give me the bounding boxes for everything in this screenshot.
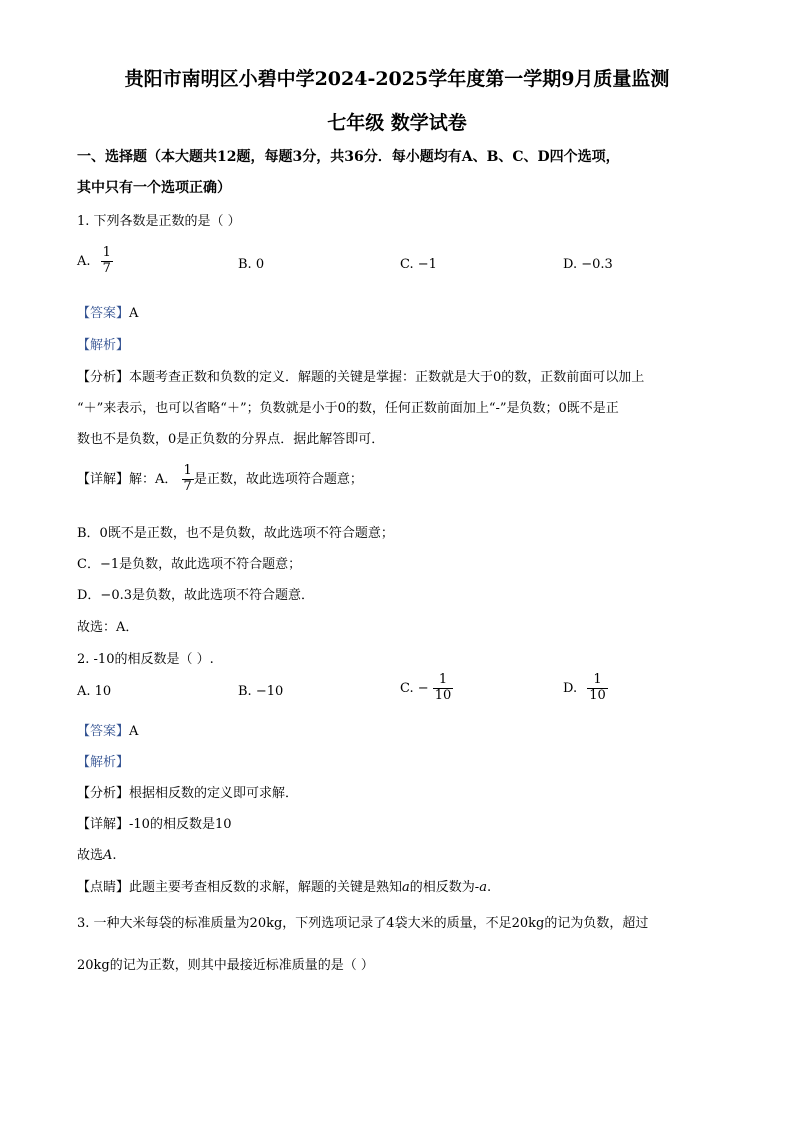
q2-option-c-fraction (433, 673, 454, 704)
q2-option-a: A. 10 (77, 684, 112, 699)
q2-option-d-fraction (587, 673, 608, 704)
q3-qty1: 20kg (249, 916, 283, 931)
dianjing-prefix: 此题主要考查相反数的求解，解题的关键是熟知 (129, 880, 403, 895)
q3-text-c: 的记为负数，超过 (544, 916, 649, 931)
q1-option-d: D. −0.3 (563, 257, 613, 272)
q3-qty3: 20kg (77, 958, 110, 973)
fenxi-text: 根据相反数的定义即可求解． (129, 786, 299, 801)
xiangjie-text: -10的相反数是10 (129, 817, 232, 832)
q3-text-a: 3. 一种大米每袋的标准质量为 (77, 916, 250, 931)
fraction-numerator: 1 (102, 245, 111, 260)
q1-fenxi-line3: 数也不是负数，0是正负数的分界点．据此解答即可． (77, 432, 385, 447)
q2-conclusion (77, 844, 117, 863)
fraction-numerator: 1 (183, 463, 192, 478)
q1-line-d: D．−0.3是负数，故此选项不符合题意． (77, 588, 314, 603)
fraction-denominator: 7 (102, 260, 111, 276)
q3-qty2: 20kg (511, 916, 545, 931)
xiangjie-suffix: 是正数，故此选项符合题意； (193, 471, 363, 487)
q2-option-d (563, 673, 608, 704)
q1-fenxi-line1 (77, 366, 644, 385)
q1-option-a-fraction (101, 246, 113, 277)
dianjing-suffix: . (486, 880, 492, 895)
xiangjie-tag: 【详解】 (77, 471, 130, 487)
q1-line-b: B．0既不是正数，也不是负数，故此选项不符合题意； (77, 526, 394, 541)
q2-dianjing (77, 876, 491, 895)
conclusion-prefix: 故选 (77, 848, 104, 863)
fraction-numerator: 1 (587, 673, 608, 689)
q1-fenxi-line2: “＋”来表示，也可以省略“＋”；负数就是小于0的数，任何正数前面加上“-”是负数；0既不是正 (77, 401, 619, 416)
q1-option-a-label: A. (77, 253, 91, 269)
fraction-numerator: 1 (433, 673, 454, 689)
q1-xiangjie (77, 464, 363, 495)
xiangjie-fraction (182, 464, 194, 495)
section-heading-line1: 一、选择题（本大题共12题，每题3分，共36分．每小题均有A、B、C、D四个选项， (77, 149, 620, 165)
xiangjie-tag: 【详解】 (77, 817, 130, 832)
document-title-line1: 贵阳市南明区小碧中学2024-2025学年度第一学期9月质量监测 (124, 68, 670, 90)
fenxi-text: 本题考查正数和负数的定义．解题的关键是掌握：正数就是大于0的数，正数前面可以加上 (129, 370, 645, 385)
q2-option-c (400, 673, 453, 704)
q3-stem-line2 (77, 954, 374, 973)
q1-line-c: C．−1是负数，故此选项不符合题意； (77, 557, 302, 572)
fraction-denominator: 10 (434, 687, 452, 703)
dianjing-tag: 【点睛】 (77, 880, 130, 895)
q2-option-b: B. −10 (238, 684, 284, 699)
q2-stem: 2. -10的相反数是（ ）. (77, 652, 214, 667)
dianjing-var2: a (479, 880, 487, 895)
q2-xiangjie (77, 813, 232, 832)
fraction-denominator: 10 (589, 687, 606, 703)
q1-conclusion: 故选：A． (77, 620, 139, 635)
q1-analysis-tag: 【解析】 (77, 338, 130, 353)
conclusion-var: A (103, 848, 113, 863)
q3-stem-line1 (77, 912, 648, 931)
q3-text-b: ，下列选项记录了4袋大米的质量，不足 (282, 916, 512, 931)
dianjing-mid: 的相反数为- (409, 880, 480, 895)
q1-stem: 1. 下列各数是正数的是（ ） (77, 214, 241, 229)
q1-option-b: B. 0 (238, 257, 265, 272)
q2-answer (77, 720, 138, 739)
dianjing-var1: a (402, 880, 410, 895)
xiangjie-prefix: 解：A． (129, 471, 178, 487)
answer-value: A (129, 724, 139, 739)
conclusion-suffix: . (112, 848, 117, 863)
q3-text-line2: 的记为正数，则其中最接近标准质量的是（ ） (109, 958, 374, 973)
answer-tag: 【答案】 (77, 724, 130, 739)
answer-tag: 【答案】 (77, 306, 130, 321)
q2-option-c-label: C. − (400, 680, 429, 696)
answer-value: A (129, 306, 139, 321)
document-title-line2: 七年级 数学试卷 (327, 112, 467, 134)
q1-option-c: C. −1 (400, 257, 437, 272)
section-heading-line2: 其中只有一个选项正确） (77, 180, 231, 196)
q2-analysis-tag: 【解析】 (77, 755, 130, 770)
q2-fenxi (77, 782, 298, 801)
fraction-denominator: 7 (183, 478, 192, 494)
q2-option-d-label: D. (563, 680, 578, 696)
q1-option-a (77, 246, 113, 277)
q1-answer (77, 302, 138, 321)
fenxi-tag: 【分析】 (77, 370, 130, 385)
fenxi-tag: 【分析】 (77, 786, 130, 801)
